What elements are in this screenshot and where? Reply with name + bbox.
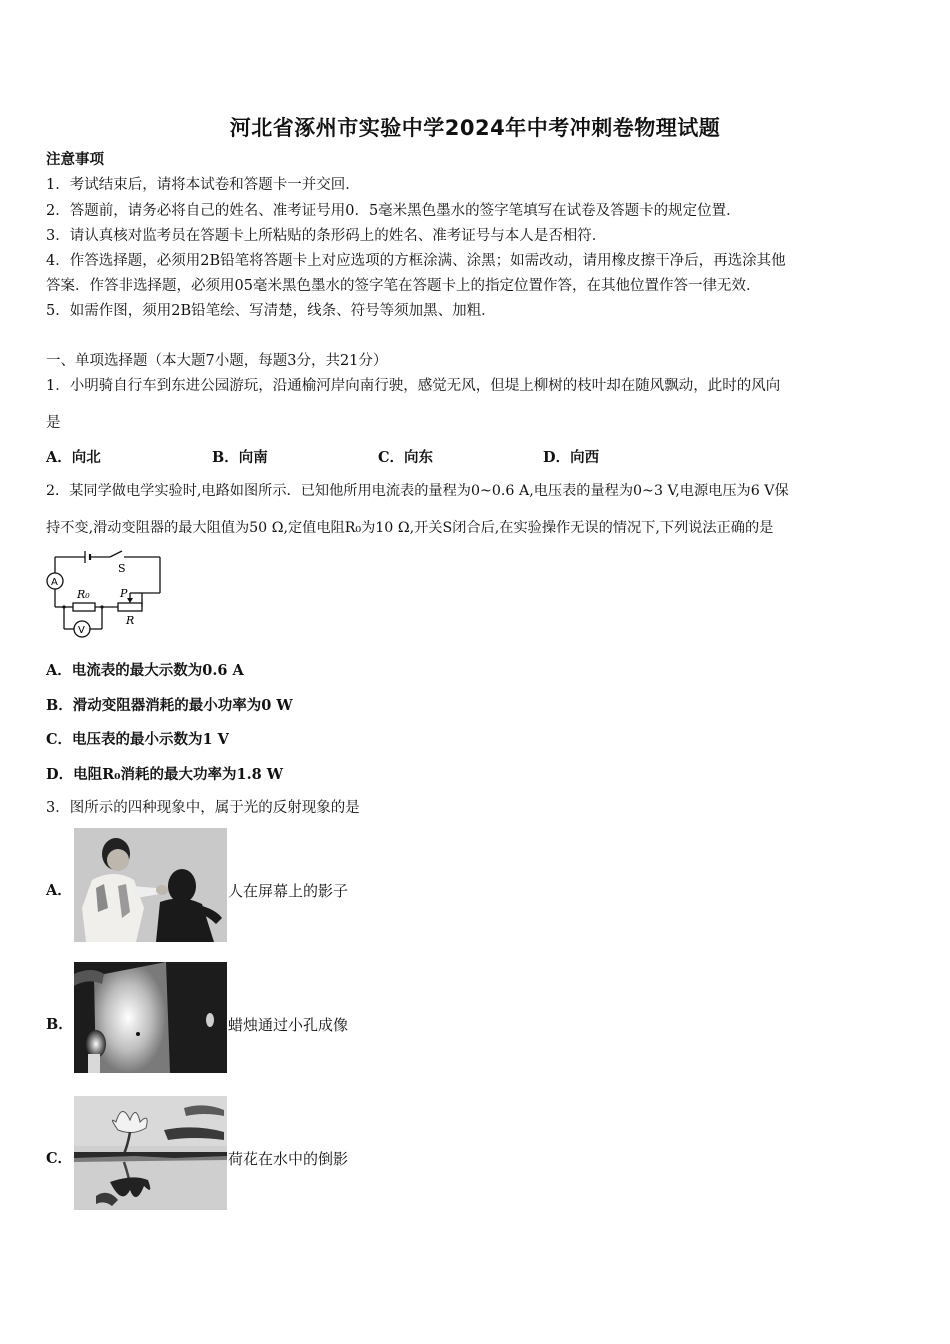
- lotus-reflection-photo: [74, 1096, 227, 1210]
- voltmeter-label: V: [78, 625, 85, 636]
- candle-pinhole-photo: [74, 962, 227, 1073]
- q1-option-b: B．向南: [212, 449, 268, 466]
- notice-item-1: 1．考试结束后，请将本试卷和答题卡一并交回．: [46, 177, 360, 193]
- page-title: 河北省涿州市实验中学2024年中考冲刺卷物理试题: [229, 116, 721, 140]
- q3-option-b-letter: B．: [46, 1016, 73, 1033]
- q1-stem-line1: 1．小明骑自行车到东进公园游玩，沿通榆河岸向南行驶，感觉无风，但堤上柳树的枝叶却在随风飘动，此时的风向: [46, 378, 781, 394]
- q2-option-a: A．电流表的最大示数为0.6 A: [46, 662, 244, 679]
- q3-option-c-caption: 荷花在水中的倒影: [228, 1150, 349, 1168]
- section-heading: 一、单项选择题（本大题7小题，每题3分，共21分）: [46, 353, 388, 369]
- q3-option-c-letter: C．: [46, 1150, 73, 1167]
- switch-label: S: [118, 562, 126, 575]
- q3-stem: 3．图所示的四种现象中，属于光的反射现象的是: [46, 800, 360, 816]
- q1-stem-line2: 是: [46, 415, 61, 431]
- notice-item-4: 4．作答选择题，必须用2B铅笔将答题卡上对应选项的方框涂满、涂黑；如需改动，请用橡皮擦干净后，再选涂其他: [46, 253, 786, 269]
- notice-item-4-cont: 答案．作答非选择题，必须用05毫米黑色墨水的签字笔在答题卡上的指定位置作答，在其他位置作答一律无效．: [46, 278, 761, 294]
- rheostat-label: R: [126, 614, 135, 627]
- notice-item-5: 5．如需作图，须用2B铅笔绘、写清楚，线条、符号等须加黑、加粗．: [46, 303, 496, 319]
- q1-option-c: C．向东: [378, 449, 434, 466]
- q1-option-a: A．向北: [46, 449, 101, 466]
- q3-option-a-caption: 人在屏幕上的影子: [228, 882, 349, 900]
- slider-label: P: [120, 587, 128, 600]
- q2-stem-line2: 持不变,滑动变阻器的最大阻值为50 Ω,定值电阻R₀为10 Ω,开关S闭合后,在实验操作无误的情况下,下列说法正确的是: [46, 520, 774, 536]
- r0-label: R₀: [77, 588, 90, 601]
- q2-stem-line1: 2．某同学做电学实验时,电路如图所示．已知他所用电流表的量程为0~0.6 A,电压表的量程为0~3 V,电源电压为6 V保: [46, 483, 789, 499]
- notice-heading: 注意事项: [46, 151, 104, 168]
- q2-option-c: C．电压表的最小示数为1 V: [46, 731, 229, 748]
- notice-item-3: 3．请认真核对监考员在答题卡上所粘贴的条形码上的姓名、准考证号与本人是否相符．: [46, 228, 607, 244]
- ammeter-label: A: [51, 577, 58, 588]
- shadow-photo: [74, 828, 227, 942]
- notice-item-2: 2．答题前，请务必将自己的姓名、准考证号用0．5毫米黑色墨水的签字笔填写在试卷及答题卡的规定位置．: [46, 203, 741, 219]
- q3-option-a-letter: A．: [46, 882, 72, 899]
- q1-option-d: D．向西: [543, 449, 600, 466]
- q2-option-d: D．电阻R₀消耗的最大功率为1.8 W: [46, 766, 284, 783]
- circuit-diagram: [40, 545, 170, 645]
- q3-option-b-caption: 蜡烛通过小孔成像: [228, 1016, 349, 1034]
- q2-option-b: B．滑动变阻器消耗的最小功率为0 W: [46, 697, 293, 714]
